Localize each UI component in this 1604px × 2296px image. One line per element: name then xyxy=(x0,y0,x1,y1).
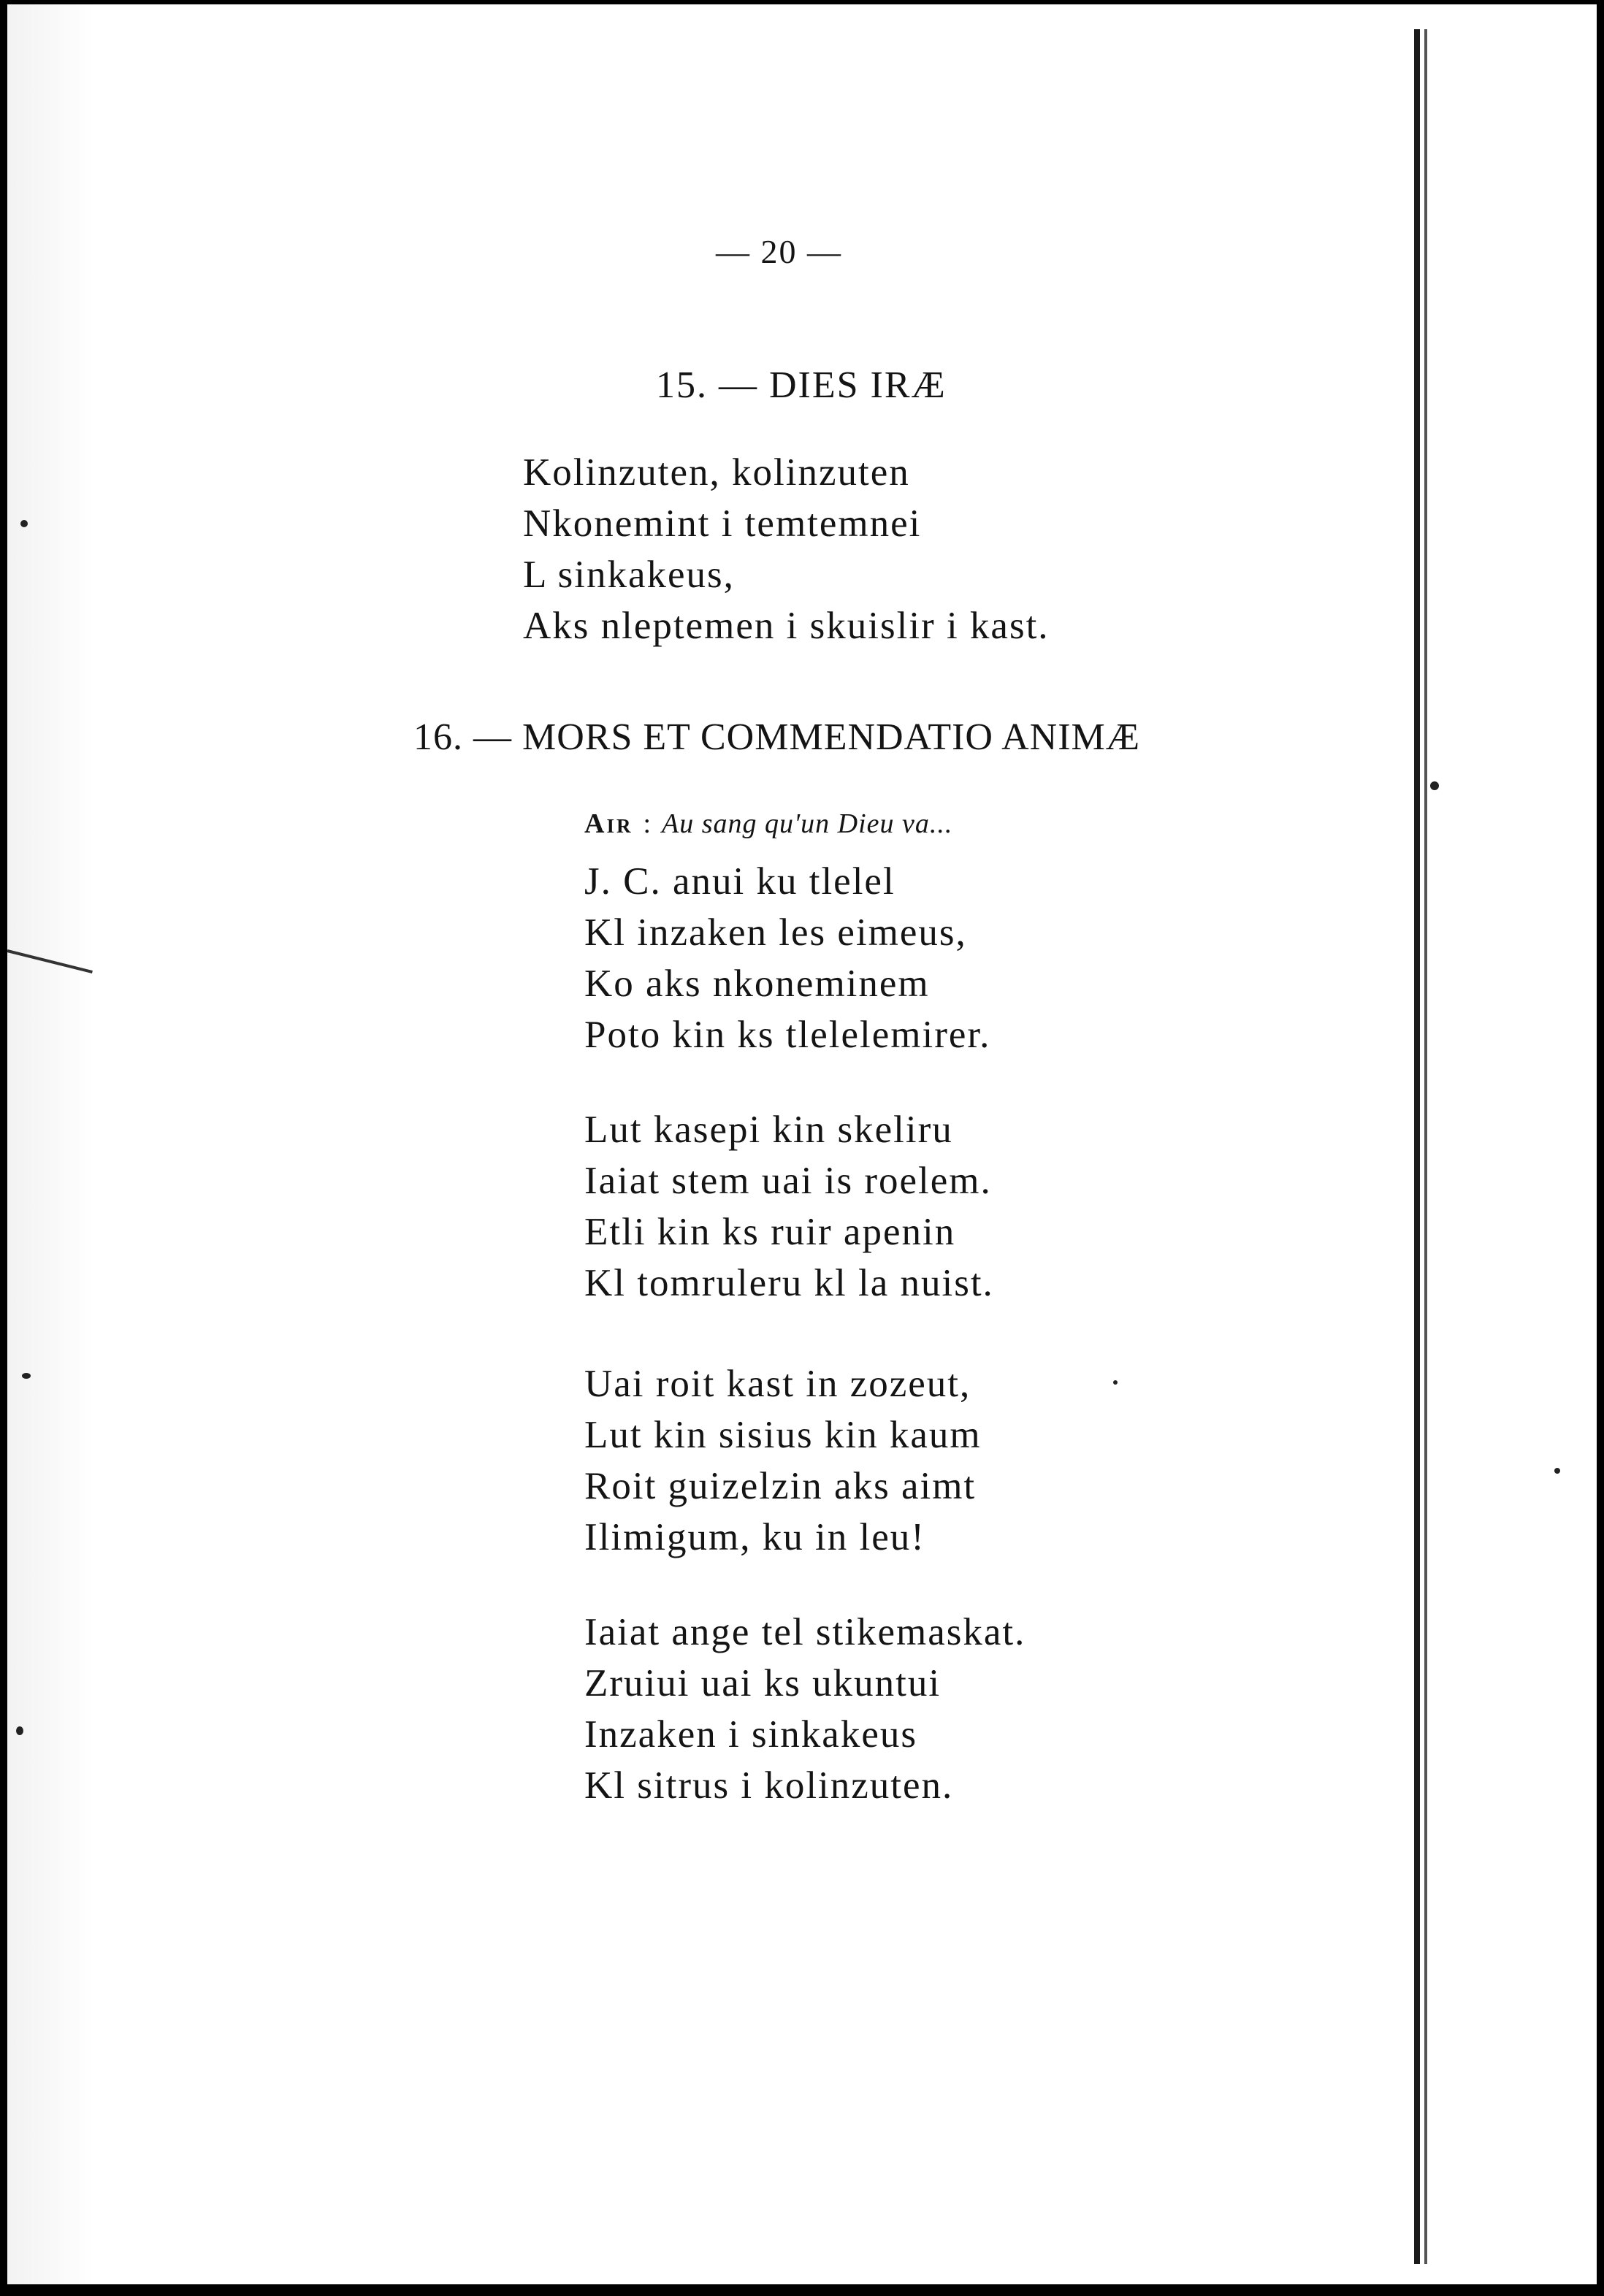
facing-page-edge xyxy=(1414,29,1420,2264)
scan-border-right xyxy=(1597,0,1604,2296)
verse-line: Kl tomruleru kl la nuist. xyxy=(584,1262,994,1304)
section-16-heading: 16. — MORS ET COMMENDATIO ANIMÆ xyxy=(413,716,1141,758)
verse-line: J. C. anui ku tlelel xyxy=(584,860,895,903)
speck xyxy=(16,1726,23,1735)
speck xyxy=(1554,1468,1560,1474)
verse-line: Lut kin sisius kin kaum xyxy=(584,1414,982,1456)
tune-title: Au sang qu'un Dieu va... xyxy=(662,808,953,839)
speck xyxy=(22,1373,31,1379)
section-15-stanza xyxy=(523,447,1050,651)
speck xyxy=(20,520,28,527)
gutter-shadow xyxy=(7,4,95,2284)
section-16-stanza-3 xyxy=(584,1358,982,1563)
verse-line: Nkonemint i temtemnei xyxy=(523,502,922,545)
tune-note xyxy=(584,808,952,840)
verse-line: Etli kin ks ruir apenin xyxy=(584,1211,956,1253)
tune-label: Air xyxy=(584,808,633,839)
verse-line: Kolinzuten, kolinzuten xyxy=(523,451,910,494)
page-number: — 20 — xyxy=(716,233,842,270)
verse-line: L sinkakeus, xyxy=(523,554,735,596)
scan-border-bottom xyxy=(0,2284,1604,2296)
section-16-stanza-4 xyxy=(584,1607,1026,1811)
verse-line: Kl inzaken les eimeus, xyxy=(584,911,967,954)
facing-page-edge-shadow xyxy=(1424,29,1427,2264)
verse-line: Poto kin ks tlelelemirer. xyxy=(584,1014,991,1056)
speck xyxy=(1430,781,1439,790)
verse-line: Ilimigum, ku in leu! xyxy=(584,1516,925,1558)
scan-border-top xyxy=(0,0,1604,4)
verse-line: Aks nleptemen i skuislir i kast. xyxy=(523,605,1050,647)
verse-line: Ko aks nkoneminem xyxy=(584,963,930,1005)
section-16-stanza-2 xyxy=(584,1104,994,1309)
section-15-heading: 15. — DIES IRÆ xyxy=(656,364,947,406)
verse-line: Roit guizelzin aks aimt xyxy=(584,1465,977,1507)
tune-separator: : xyxy=(643,808,652,839)
verse-line: Iaiat stem uai is roelem. xyxy=(584,1160,992,1202)
verse-line: Zruiui uai ks ukuntui xyxy=(584,1662,942,1704)
speck xyxy=(1113,1380,1118,1385)
verse-line: Lut kasepi kin skeliru xyxy=(584,1109,953,1151)
verse-line: Iaiat ange tel stikemaskat. xyxy=(584,1611,1026,1653)
verse-line: Uai roit kast in zozeut, xyxy=(584,1363,971,1405)
section-16-stanza-1 xyxy=(584,856,990,1060)
verse-line: Kl sitrus i kolinzuten. xyxy=(584,1764,954,1807)
scan-border-left xyxy=(0,0,7,2296)
verse-line: Inzaken i sinkakeus xyxy=(584,1713,917,1756)
